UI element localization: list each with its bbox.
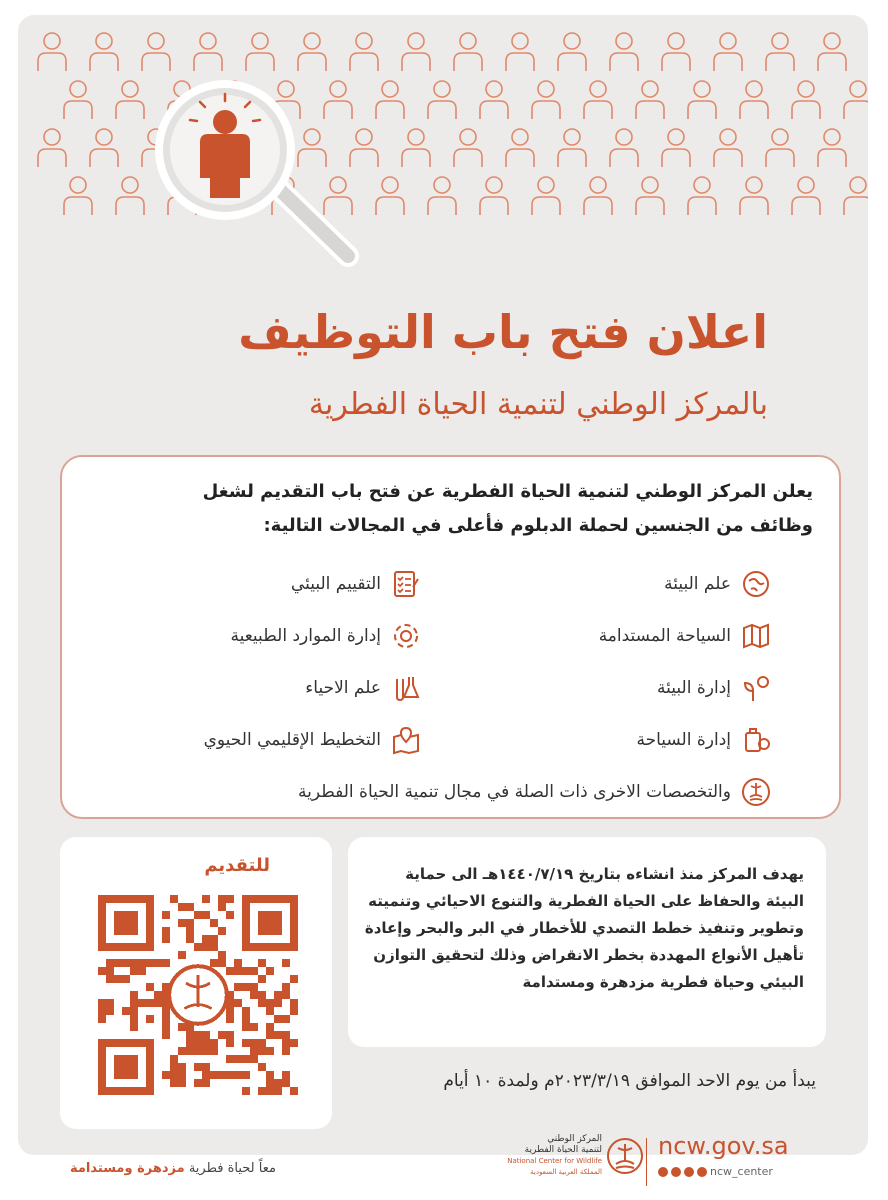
field-biology bbox=[305, 673, 421, 703]
footer-divider bbox=[646, 1138, 647, 1186]
person-icon bbox=[428, 81, 456, 119]
field-label: إدارة البيئة bbox=[657, 678, 731, 698]
person-icon bbox=[480, 177, 508, 215]
person-icon bbox=[714, 129, 742, 167]
page-subtitle: بالمركز الوطني لتنمية الحياة الفطرية bbox=[308, 387, 768, 422]
slogan-accent: مزدهرة ومستدامة bbox=[70, 1161, 185, 1176]
fields-panel bbox=[60, 455, 841, 819]
lab-icon bbox=[391, 673, 421, 703]
person-icon bbox=[766, 33, 794, 71]
website-link[interactable]: ncw.gov.sa bbox=[658, 1132, 789, 1160]
person-icon bbox=[376, 81, 404, 119]
field-other-specialties bbox=[298, 777, 771, 807]
plant-gear-icon bbox=[741, 673, 771, 703]
field-environment-management bbox=[657, 673, 771, 703]
field-label: السياحة المستدامة bbox=[598, 626, 731, 646]
intro-line-2: وظائف من الجنسين لحملة الدبلوم فأعلى في المجالات التالية: bbox=[263, 515, 813, 536]
field-tourism-management bbox=[636, 725, 771, 755]
qr-code[interactable] bbox=[98, 895, 298, 1095]
checklist-icon bbox=[391, 569, 421, 599]
person-icon bbox=[714, 33, 742, 71]
org-logo bbox=[478, 1130, 648, 1190]
slogan-plain: معاً لحياة فطرية bbox=[188, 1161, 276, 1176]
person-icon bbox=[688, 81, 716, 119]
person-icon bbox=[246, 33, 274, 71]
fields-intro bbox=[113, 475, 813, 543]
person-icon bbox=[298, 33, 326, 71]
person-icon bbox=[38, 129, 66, 167]
map-icon bbox=[741, 621, 771, 651]
person-icon bbox=[662, 129, 690, 167]
field-label: التخطيط الإقليمي الحيوي bbox=[203, 730, 381, 750]
person-icon bbox=[402, 33, 430, 71]
person-icon bbox=[532, 81, 560, 119]
person-icon bbox=[64, 177, 92, 215]
person-icon bbox=[610, 129, 638, 167]
person-icon bbox=[350, 33, 378, 71]
person-icon bbox=[506, 33, 534, 71]
person-icon bbox=[818, 33, 846, 71]
person-icon bbox=[584, 81, 612, 119]
person-icon bbox=[662, 33, 690, 71]
org-country: المملكة العربية السعودية bbox=[530, 1168, 602, 1176]
person-icon bbox=[740, 177, 768, 215]
social-handle: ncw_center bbox=[710, 1165, 773, 1178]
person-icon bbox=[480, 81, 508, 119]
field-label: والتخصصات الاخرى ذات الصلة في مجال تنمية الحياة الفطرية bbox=[297, 782, 731, 802]
person-icon bbox=[90, 129, 118, 167]
field-natural-resources bbox=[230, 621, 421, 651]
field-label: التقييم البيئي bbox=[290, 574, 381, 594]
person-icon bbox=[844, 177, 868, 215]
about-panel bbox=[348, 837, 826, 1047]
person-icon bbox=[792, 177, 820, 215]
poster-card bbox=[18, 15, 868, 1155]
person-icon bbox=[532, 177, 560, 215]
magnifier-icon bbox=[130, 70, 380, 290]
person-icon bbox=[636, 81, 664, 119]
person-icon bbox=[90, 33, 118, 71]
org-emblem-icon bbox=[606, 1136, 644, 1180]
social-handles[interactable] bbox=[658, 1165, 773, 1178]
org-name-en: National Center for Wildlife bbox=[507, 1157, 602, 1165]
person-icon bbox=[454, 129, 482, 167]
x-icon bbox=[658, 1167, 668, 1177]
person-icon bbox=[142, 33, 170, 71]
instagram-icon bbox=[684, 1167, 694, 1177]
person-icon bbox=[558, 129, 586, 167]
footer-slogan bbox=[70, 1161, 276, 1176]
field-label: إدارة السياحة bbox=[636, 730, 731, 750]
field-label: علم الاحياء bbox=[305, 678, 381, 698]
page-title: اعلان فتح باب التوظيف bbox=[238, 305, 768, 359]
person-icon bbox=[766, 129, 794, 167]
intro-line-1: يعلن المركز الوطني لتنمية الحياة الفطرية عن فتح باب التقديم لشغل bbox=[202, 481, 813, 502]
person-icon bbox=[38, 33, 66, 71]
person-icon bbox=[428, 177, 456, 215]
person-icon bbox=[688, 177, 716, 215]
person-icon bbox=[844, 81, 868, 119]
globe-leaf-icon bbox=[741, 569, 771, 599]
person-icon bbox=[818, 129, 846, 167]
person-icon bbox=[506, 129, 534, 167]
about-text: يهدف المركز منذ انشاءه بتاريخ ١٤٤٠/٧/١٩هـ الى حماية البيئة والحفاظ على الحياة الفطرية والتنوع الاحيائي وتنميته وتطوير وتنفيذ خطط التصدي للأخطار في البر والبحر وإعادة تأهيل الأنواع المهددة بخطر الانقراض وذلك لتحقيق التوازن البيئي وحياة فطرية مزدهرة ومستدامة bbox=[364, 865, 804, 991]
gear-cycle-icon bbox=[391, 621, 421, 651]
person-icon bbox=[792, 81, 820, 119]
emblem-icon bbox=[741, 777, 771, 807]
snapchat-icon bbox=[697, 1167, 707, 1177]
start-date-text: يبدأ من يوم الاحد الموافق ٢٠٢٣/٣/١٩م ولمدة ١٠ أيام bbox=[443, 1071, 816, 1091]
apply-label: للتقديم bbox=[204, 855, 270, 876]
luggage-icon bbox=[741, 725, 771, 755]
person-icon bbox=[376, 177, 404, 215]
field-sustainable-tourism bbox=[599, 621, 771, 651]
person-icon bbox=[584, 177, 612, 215]
person-icon bbox=[740, 81, 768, 119]
person-icon bbox=[610, 33, 638, 71]
field-environmental-assessment bbox=[291, 569, 421, 599]
org-name-ar-1: المركز الوطني bbox=[547, 1134, 602, 1144]
person-icon bbox=[558, 33, 586, 71]
org-name bbox=[507, 1134, 602, 1178]
org-name-ar-2: لتنمية الحياة الفطرية bbox=[524, 1145, 602, 1155]
apply-panel bbox=[60, 837, 332, 1129]
person-icon bbox=[402, 129, 430, 167]
field-regional-planning bbox=[204, 725, 421, 755]
field-label: علم البيئة bbox=[664, 574, 731, 594]
field-label: إدارة الموارد الطبيعية bbox=[230, 626, 381, 646]
person-icon bbox=[454, 33, 482, 71]
person-icon bbox=[636, 177, 664, 215]
person-icon bbox=[194, 33, 222, 71]
location-map-icon bbox=[391, 725, 421, 755]
person-icon bbox=[64, 81, 92, 119]
field-ecology bbox=[664, 569, 771, 599]
youtube-icon bbox=[671, 1167, 681, 1177]
